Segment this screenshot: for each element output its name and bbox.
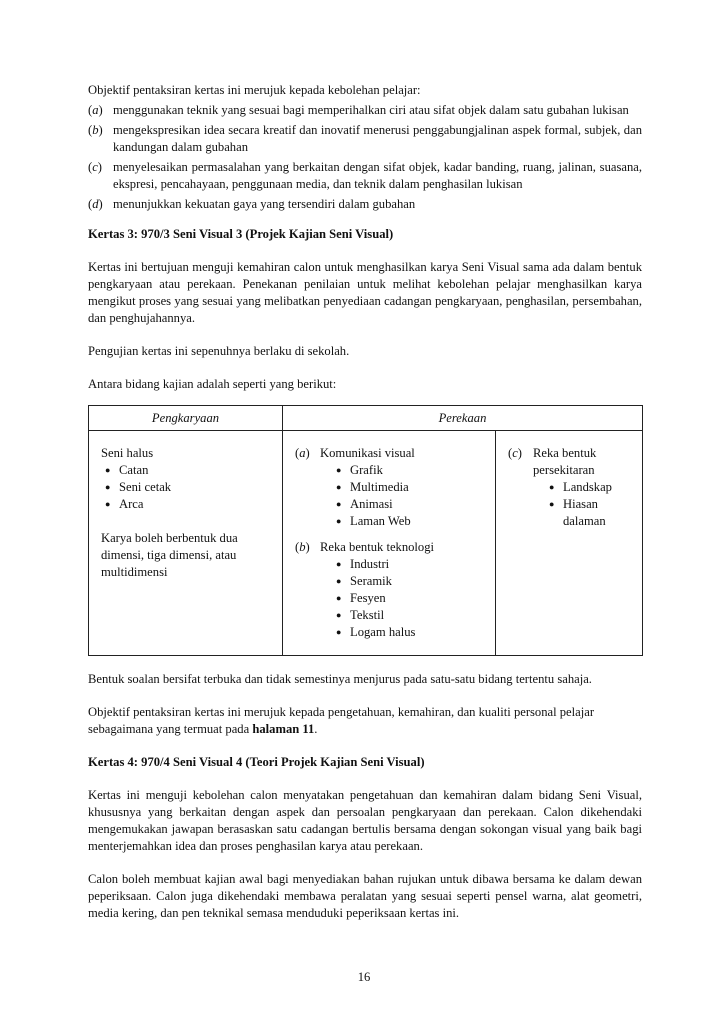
group-title: Komunikasi visual — [320, 446, 415, 460]
list-item: ● Landskap — [549, 479, 634, 496]
kertas3-school-note: Pengujian kertas ini sepenuhnya berlaku di sekolah. — [88, 344, 350, 358]
group-reka-bentuk-teknologi — [295, 539, 487, 641]
table-header-pengkaryaan: Pengkaryaan — [89, 406, 283, 431]
group-list — [320, 462, 487, 530]
fields-table — [88, 405, 643, 656]
objective-item: (a) menggunakan teknik yang sesuai bagi memperihalkan ciri atau sifat objek dalam satu gubahan lukisan — [88, 103, 629, 117]
list-marker: (a) — [295, 446, 310, 460]
list-marker: (d) — [88, 197, 103, 211]
list-marker: (b) — [88, 123, 103, 137]
table-header-perekaan: Perekaan — [283, 406, 643, 431]
question-form-note: Bentuk soalan bersifat terbuka dan tidak semestinya menjurus pada satu-satu bidang tertentu sahaja. — [88, 672, 592, 686]
list-item: ● Catan — [105, 462, 274, 479]
perekaan-cell-c — [496, 431, 643, 656]
list-item: ● Arca — [105, 496, 274, 513]
group-komunikasi-visual — [295, 445, 487, 530]
pengkaryaan-list — [101, 462, 274, 513]
kertas4-description: Kertas ini menguji kebolehan calon menyatakan pengetahuan dan kemahiran dalam bidang Seni Visual, khususnya yang berkaitan dengan aspek dan persoalan pengkaryaan dan perekaan. Calon dikehendaki mengemukakan jawapan berasaskan satu cadangan bertulis bersama dengan sokongan visual yang baik bagi menterjemahkan idea dan proses penghasilan karya atau perekaan. — [88, 788, 642, 853]
objectives-intro: Objektif pentaksiran kertas ini merujuk kepada kebolehan pelajar: — [88, 83, 421, 97]
list-item: ● Tekstil — [336, 607, 487, 624]
list-marker: (b) — [295, 540, 310, 554]
list-marker: (a) — [88, 103, 103, 117]
group-list — [533, 479, 634, 530]
page-reference: halaman 11 — [252, 722, 315, 736]
kertas3-heading: Kertas 3: 970/3 Seni Visual 3 (Projek Kajian Seni Visual) — [88, 227, 394, 241]
objective-item: (b) mengekspresikan idea secara kreatif dan inovatif menerusi penggabungjalinan aspek formal, subjek, dan kandungan dalam gubahan — [88, 123, 642, 154]
list-item: ● Industri — [336, 556, 487, 573]
list-item: ● Fesyen — [336, 590, 487, 607]
group-title: Reka bentuk persekitaran — [533, 446, 597, 477]
pengkaryaan-title: Seni halus — [101, 446, 154, 460]
objectives-reference: Objektif pentaksiran kertas ini merujuk kepada pengetahuan, kemahiran, dan kualiti personal pelajar sebagaimana yang termuat pada halaman 11. — [88, 705, 595, 736]
objective-item: (d) menunjukkan kekuatan gaya yang tersendiri dalam gubahan — [88, 197, 416, 211]
kertas3-description: Kertas ini bertujuan menguji kemahiran calon untuk menghasilkan karya Seni Visual sama ada dalam bentuk pengkaryaan atau perekaan. Penekanan penilaian untuk melihat kebolehan pelajar menghasilkan karya mengikut proses yang sesuai yang melibatkan penyediaan cadangan pengkaryaan, penghasilan, persembahan, dan penghujahannya. — [88, 260, 642, 325]
list-item: ● Seni cetak — [105, 479, 274, 496]
objectives-list — [88, 102, 642, 213]
list-item: ● Grafik — [336, 462, 487, 479]
objective-item: (c) menyelesaikan permasalahan yang berkaitan dengan sifat objek, kadar banding, ruang, jalinan, suasana, ekspresi, pencahayaan, penggunaan media, dan teknik dalam penghasilan lukisan — [88, 160, 642, 191]
pengkaryaan-note: Karya boleh berbentuk dua dimensi, tiga dimensi, atau multidimensi — [101, 531, 238, 579]
list-item: ● Multimedia — [336, 479, 487, 496]
list-item: ● Laman Web — [336, 513, 487, 530]
pengkaryaan-cell — [89, 431, 283, 656]
group-list — [320, 556, 487, 641]
group-title: Reka bentuk teknologi — [320, 540, 435, 554]
list-item: ● Hiasan dalaman — [549, 496, 634, 530]
list-item: ● Animasi — [336, 496, 487, 513]
list-item: ● Logam halus — [336, 624, 487, 641]
kertas4-materials: Calon boleh membuat kajian awal bagi menyediakan bahan rujukan untuk dibawa bersama ke dalam dewan peperiksaan. Calon juga dikehendaki membawa peralatan yang sesuai seperti pensel warna, alat geometri, media kering, dan pen teknikal semasa menduduki peperiksaan kertas ini. — [88, 872, 642, 920]
list-item: ● Seramik — [336, 573, 487, 590]
group-reka-bentuk-persekitaran — [508, 445, 634, 530]
page-content — [88, 82, 642, 922]
kertas4-heading: Kertas 4: 970/4 Seni Visual 4 (Teori Projek Kajian Seni Visual) — [88, 755, 425, 769]
list-marker: (c) — [88, 160, 102, 174]
perekaan-cell-ab — [283, 431, 496, 656]
page-number: 16 — [357, 970, 371, 984]
kertas3-fields-intro: Antara bidang kajian adalah seperti yang berikut: — [88, 377, 337, 391]
list-marker: (c) — [508, 446, 522, 460]
